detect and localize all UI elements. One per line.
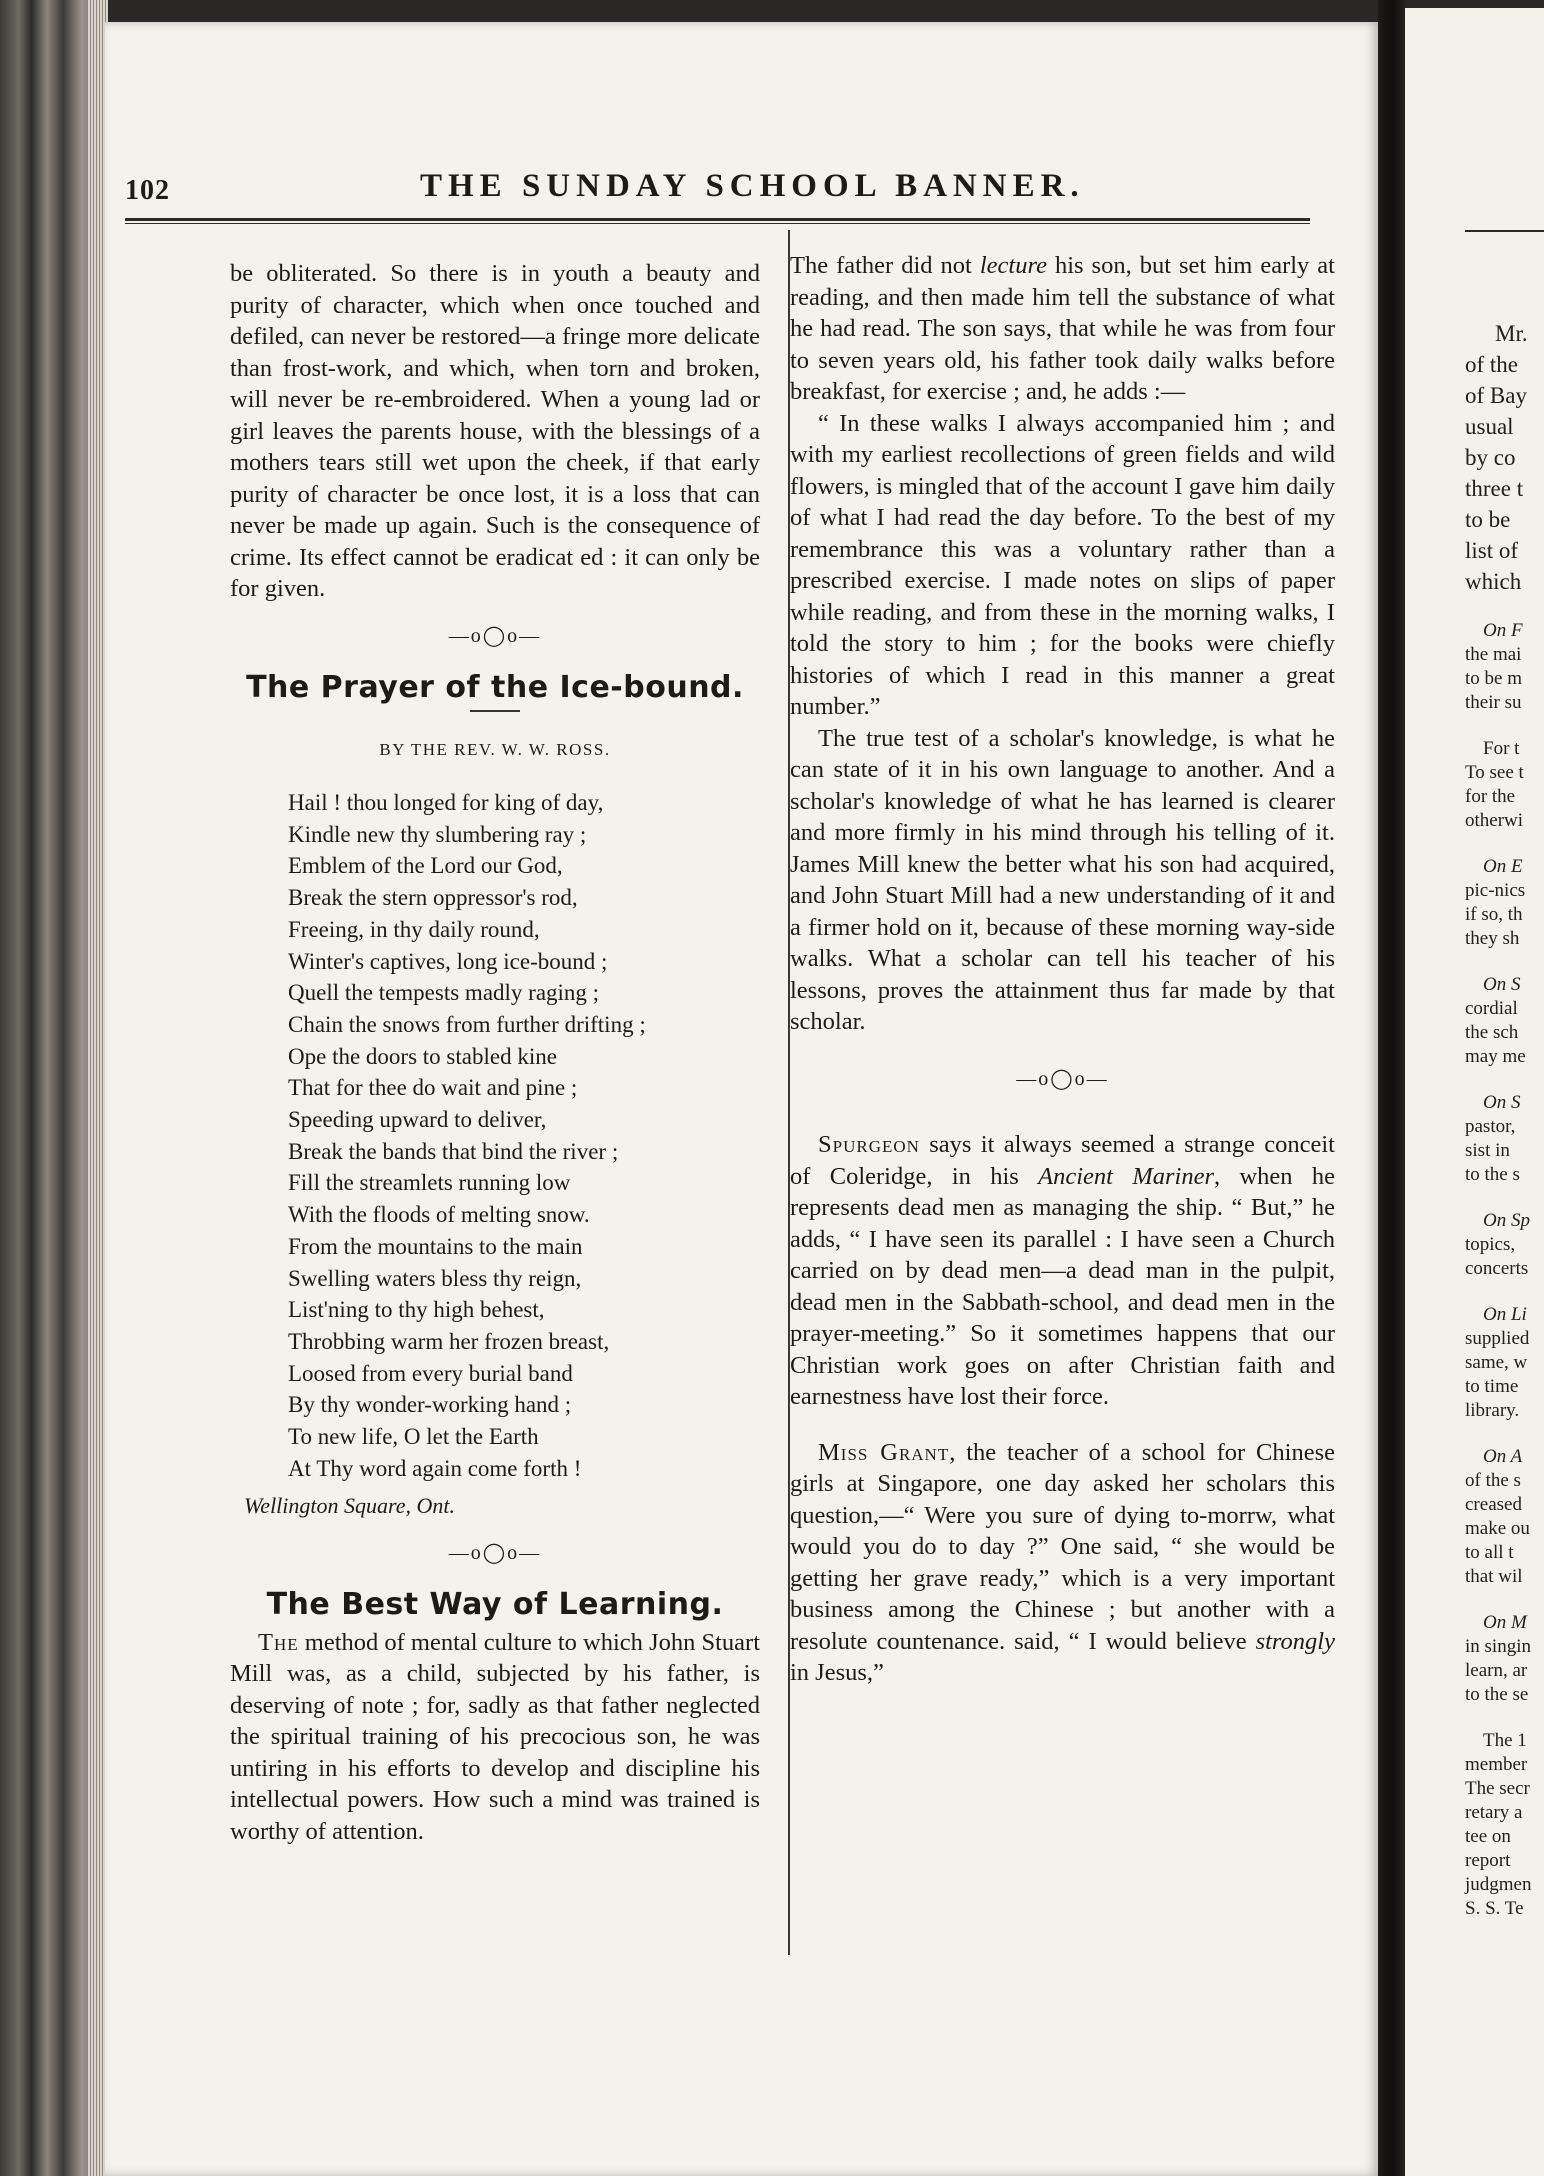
next-page-line: pastor,	[1465, 1116, 1516, 1137]
poem-line: Winter's captives, long ice-bound ;	[288, 948, 608, 974]
poem-line: Quell the tempests madly raging ;	[288, 980, 600, 1006]
poem-line: Break the bands that bind the river ;	[288, 1138, 619, 1164]
poem-line: Break the stern oppressor's rod,	[288, 885, 578, 911]
next-page-line: pic-nics	[1465, 880, 1526, 901]
next-page-line: their su	[1465, 692, 1522, 713]
next-page-line: The secr	[1465, 1778, 1530, 1799]
next-page-line: to the se	[1465, 1684, 1529, 1705]
next-page-line: of the s	[1465, 1470, 1521, 1491]
next-page-line: may me	[1465, 1046, 1526, 1067]
next-page-line: in singin	[1465, 1636, 1531, 1657]
next-page-line: list of	[1465, 538, 1519, 563]
next-page-line: for the	[1465, 786, 1516, 807]
poem-line: Throbbing warm her frozen breast,	[288, 1328, 610, 1354]
next-page-line: if so, th	[1465, 904, 1523, 925]
next-page-line: which	[1465, 569, 1522, 594]
poem-line: With the floods of melting snow.	[288, 1202, 590, 1228]
poem-line: Chain the snows from further drifting ;	[288, 1011, 646, 1037]
next-page-line: by co	[1465, 445, 1516, 470]
article-title: The Best Way of Learning.	[266, 1587, 724, 1623]
next-page-line: On F	[1483, 620, 1523, 641]
poem-line: At Thy word again come forth !	[288, 1455, 582, 1481]
next-page-line: supplied	[1465, 1328, 1530, 1349]
poem-line: From the mountains to the main	[288, 1233, 583, 1259]
text-run: , the teacher of a school for Chinese girls at Singapore, one day asked her scholars this question,—“ Were you sure of dying to-morrw, what would you do to day ?” One said, “ she would be getting her grave ready,” which is a very important business among the Chinese ; but another with a resolute countenance. said, “ I would believe	[790, 1438, 1335, 1655]
next-page-line: the sch	[1465, 1022, 1519, 1043]
next-page-line: creased	[1465, 1494, 1522, 1515]
text-run: in Jesus,”	[790, 1659, 884, 1686]
paragraph	[790, 250, 1335, 408]
next-page-line: On M	[1483, 1612, 1527, 1633]
article-text: method of mental culture to which John Stuart Mill was, as a child, subjected by his father, is deserving of note ; for, sadly as that father neglected the spiritual training of his precocious son, he was untiring in his efforts to develop and discipline his intellectual powers. How such a mind was trained is worthy of attention.	[230, 1628, 760, 1845]
next-page-line: report	[1465, 1850, 1511, 1871]
next-page-line: otherwi	[1465, 810, 1524, 831]
drop-word: The	[258, 1628, 299, 1656]
text-run: says it always seemed a strange conceit of Coleridge, in his	[790, 1131, 1335, 1190]
next-page-line: retary a	[1465, 1802, 1523, 1823]
italic-text: Ancient Mariner	[1038, 1162, 1214, 1190]
next-page-line: For t	[1483, 738, 1520, 759]
article-paragraph	[230, 1627, 760, 1848]
name-caps: Miss Grant	[818, 1438, 950, 1466]
next-page-line: to the s	[1465, 1164, 1520, 1185]
poem-line: Hail ! thou longed for king of day,	[288, 790, 604, 815]
poem-place: Wellington Square, Ont.	[244, 1493, 456, 1519]
next-page-line: to time	[1465, 1376, 1519, 1397]
poem-line: Emblem of the Lord our God,	[288, 853, 563, 879]
poem-line: That for thee do wait and pine ;	[288, 1075, 578, 1101]
next-page-line: concerts	[1465, 1258, 1529, 1279]
next-page-line: tee on	[1465, 1826, 1511, 1847]
next-page-line: library.	[1465, 1400, 1520, 1421]
next-page-line: On E	[1483, 856, 1523, 877]
title-rule	[470, 710, 520, 712]
next-page-line: On A	[1483, 1446, 1523, 1467]
next-page-edge	[1405, 8, 1544, 2176]
poem-line: Speeding upward to deliver,	[288, 1107, 547, 1133]
next-page-line: they sh	[1465, 928, 1520, 949]
spacer	[790, 1413, 1335, 1437]
opening-paragraph: be obliterated. So there is in youth a beauty and purity of character, which when once touched and defiled, can never be restored—a fringe more delicate than frost-work, and which, when torn and broken, will never be re-embroidered. When a young lad or girl leaves the parents house, with the blessings of a mothers tears still wet upon the cheek, if that early purity of character be once lost, it is a loss that can never be made up again. Such is the consequence of crime. Its effect cannot be eradicat ed : it can only be for given.	[230, 260, 760, 602]
next-page-line: On Li	[1483, 1304, 1527, 1325]
italic-text: strongly	[1255, 1627, 1335, 1655]
poem-byline: BY THE REV. W. W. ROSS.	[379, 739, 611, 759]
next-page-line: On S	[1483, 974, 1521, 995]
poem-line: Freeing, in thy daily round,	[288, 916, 540, 942]
next-page-line: make ou	[1465, 1518, 1530, 1539]
grant-paragraph	[790, 1437, 1335, 1689]
poem-line: Loosed from every burial band	[288, 1360, 573, 1386]
next-page-line: learn, ar	[1465, 1660, 1528, 1681]
next-page-line: judgmen	[1465, 1874, 1532, 1895]
next-page-line: S. S. Te	[1465, 1898, 1524, 1919]
next-page-line: usual	[1465, 414, 1514, 439]
ornament-divider: —o◯o—	[448, 624, 542, 647]
next-page-line: sist in	[1465, 1140, 1510, 1161]
next-page-line: member	[1465, 1754, 1528, 1775]
ornament-divider: —o◯o—	[1016, 1067, 1109, 1090]
column-left	[230, 258, 760, 1847]
next-page-line: The 1	[1483, 1730, 1527, 1751]
poem-title: The Prayer of the Ice-bound.	[246, 670, 744, 705]
column-right	[790, 250, 1335, 1689]
page-number: 102	[125, 175, 170, 206]
next-page-line: On S	[1483, 1092, 1521, 1113]
next-page-line: three t	[1465, 476, 1524, 501]
poem-line: Fill the streamlets running low	[288, 1170, 571, 1196]
quote-paragraph: “ In these walks I always accompanied him ; and with my earliest recollections of green fields and wild flowers, is mingled that of the account I gave him daily of what I had read the day before. To the best of my remembrance this was a voluntary rather than a prescribed exercise. I made notes on slips of paper while reading, and from these in the morning walks, I told the story to him ; for the books were chiefly histories of which I read in this manner a great number.”	[790, 409, 1335, 720]
ornament-divider: —o◯o—	[448, 1541, 542, 1564]
next-page-line: the mai	[1465, 644, 1522, 665]
poem-line: Swelling waters bless thy reign,	[288, 1265, 582, 1291]
next-page-line: same, w	[1465, 1352, 1528, 1373]
header-rule-thin	[125, 223, 1310, 224]
running-head: THE SUNDAY SCHOOL BANNER.	[420, 168, 1085, 204]
next-page-line: On Sp	[1483, 1210, 1530, 1231]
next-page-line: topics,	[1465, 1234, 1516, 1255]
next-page-line: Mr.	[1495, 321, 1528, 346]
header-rule	[125, 218, 1310, 221]
next-page-line: of Bay	[1465, 383, 1527, 408]
next-page-line: to be	[1465, 507, 1511, 532]
poem-line: By thy wonder-working hand ;	[288, 1392, 572, 1418]
text-run: The father did not	[790, 252, 980, 279]
book-gutter	[1378, 0, 1408, 2176]
next-page-line: cordial	[1465, 998, 1518, 1019]
next-page-line: that wil	[1465, 1566, 1523, 1587]
poem	[230, 787, 760, 1484]
poem-line: Ope the doors to stabled kine	[288, 1043, 557, 1069]
next-page-rule	[1465, 230, 1544, 232]
spurgeon-paragraph	[790, 1129, 1335, 1413]
text-run: his son, but set him early at reading, and then made him tell the substance of what he had read. The son says, that while he was from four to seven years old, his father took daily walks before breakfast, for exercise ; and, he adds :—	[790, 252, 1335, 405]
next-page-line: To see t	[1465, 762, 1524, 783]
next-page-line: to be m	[1465, 668, 1522, 689]
next-page-line: of the	[1465, 352, 1519, 377]
italic-text: lecture	[979, 252, 1047, 279]
paragraph: The true test of a scholar's knowledge, is what he can state of it in his own language to another. And a scholar's knowledge of what he has learned is clearer and more firmly in his mind through his telling of it. James Mill knew the better what his son had acquired, and John Stuart Mill had a new understanding of it and a firmer hold on it, because of these morning way-side walks. What a scholar can tell his teacher of his lessons, proves the attainment thus far made by that scholar.	[790, 724, 1335, 1035]
poem-line: List'ning to thy high behest,	[288, 1297, 545, 1323]
poem-line: Kindle new thy slumbering ray ;	[288, 821, 587, 847]
text-run: , when he represents dead men as managing the ship. “ But,” he adds, “ I have seen its parallel : I have seen a Church carried on by dead men—a dead man in the pulpit, dead men in the Sabbath-school, and dead men in the prayer-meeting.” So it sometimes happens that our Christian work goes on after Christian faith and earnestness have lost their force.	[790, 1162, 1335, 1410]
next-page-line: to all t	[1465, 1542, 1514, 1563]
poem-line: To new life, O let the Earth	[288, 1424, 539, 1450]
name-caps: Spurgeon	[818, 1131, 920, 1158]
